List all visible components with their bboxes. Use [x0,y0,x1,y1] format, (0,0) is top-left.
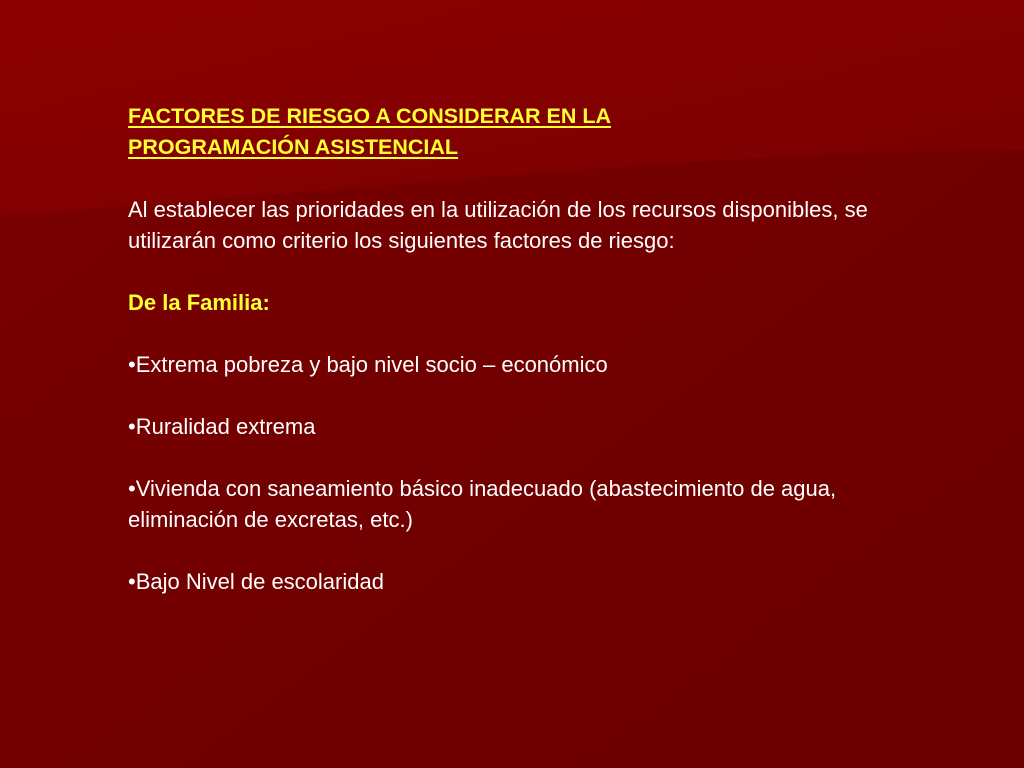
slide-title-line-1: FACTORES DE RIESGO A CONSIDERAR EN LA [128,104,612,128]
slide-content [128,101,888,597]
risk-factor-item: •Ruralidad extrema [128,414,316,439]
slide-title [128,101,888,163]
risk-factor-item: •Vivienda con saneamiento básico inadecuado (abastecimiento de agua, eliminación de excretas, etc.) [128,476,837,532]
risk-factor-list [128,349,888,597]
risk-factor-item: •Bajo Nivel de escolaridad [128,569,384,594]
slide-title-line-2: PROGRAMACIÓN ASISTENCIAL [128,135,459,159]
section-heading: De la Familia: [128,290,270,315]
intro-paragraph: Al establecer las prioridades en la utilización de los recursos disponibles, se utilizarán como criterio los siguientes factores de riesgo: [128,197,868,253]
risk-factor-item: •Extrema pobreza y bajo nivel socio – económico [128,352,608,377]
